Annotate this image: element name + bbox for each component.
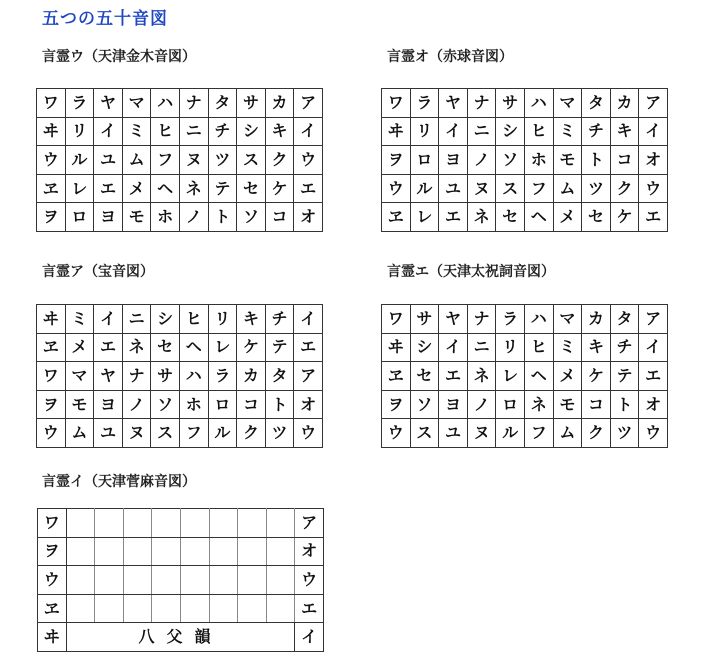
kana-cell: ソ: [151, 390, 180, 419]
empty-cell: [95, 594, 124, 623]
kana-cell: タ: [582, 89, 611, 118]
kana-cell: レ: [65, 174, 94, 203]
kana-cell: ル: [496, 419, 525, 448]
kana-cell: ラ: [410, 89, 439, 118]
grid-row: [38, 623, 324, 652]
empty-cell: [238, 537, 267, 566]
kana-cell: シ: [410, 333, 439, 362]
grid-row: [37, 174, 323, 203]
kana-cell: エ: [94, 333, 123, 362]
kana-cell: ネ: [467, 203, 496, 232]
empty-cell: [152, 594, 181, 623]
kana-cell: エ: [94, 174, 123, 203]
empty-cell: [180, 537, 209, 566]
kana-cell: ケ: [610, 203, 639, 232]
grid-row: [382, 146, 668, 175]
empty-cell: [238, 566, 267, 595]
kana-cell: キ: [237, 305, 266, 334]
kana-cell: ハ: [524, 89, 553, 118]
kana-cell: モ: [553, 390, 582, 419]
kana-cell: ス: [496, 174, 525, 203]
kana-cell: ム: [553, 174, 582, 203]
kana-cell: マ: [122, 89, 151, 118]
kana-cell: ヱ: [382, 362, 411, 391]
empty-cell: [152, 509, 181, 538]
kana-cell: メ: [553, 362, 582, 391]
kana-cell: ヤ: [439, 89, 468, 118]
kana-cell: ウ: [639, 174, 668, 203]
kana-cell: ヒ: [151, 117, 180, 146]
kana-cell: ロ: [410, 146, 439, 175]
kana-cell: メ: [553, 203, 582, 232]
kana-cell: ソ: [496, 146, 525, 175]
kana-cell: ユ: [439, 419, 468, 448]
kana-cell: ヨ: [94, 203, 123, 232]
grid-row: [37, 203, 323, 232]
kana-cell: ヨ: [439, 146, 468, 175]
kana-cell: コ: [610, 146, 639, 175]
grid-row: [382, 174, 668, 203]
kana-cell: ラ: [496, 305, 525, 334]
kana-cell: テ: [610, 362, 639, 391]
kana-cell: ロ: [65, 203, 94, 232]
kana-cell: ル: [65, 146, 94, 175]
kana-cell: オ: [639, 390, 668, 419]
kana-cell: キ: [610, 117, 639, 146]
kana-cell: ヰ: [382, 117, 411, 146]
empty-cell: [66, 594, 95, 623]
grid-row: [38, 537, 324, 566]
kana-cell: ス: [237, 146, 266, 175]
kana-cell: チ: [610, 333, 639, 362]
kana-cell: オ: [639, 146, 668, 175]
kana-cell: ハ: [179, 362, 208, 391]
kana-cell: セ: [410, 362, 439, 391]
kana-cell: チ: [208, 117, 237, 146]
kana-cell: レ: [410, 203, 439, 232]
grid-row: [382, 333, 668, 362]
kana-cell: ヤ: [94, 89, 123, 118]
kana-cell: ヒ: [524, 333, 553, 362]
kana-cell: エ: [295, 594, 324, 623]
kana-cell: ワ: [37, 362, 66, 391]
kana-cell: フ: [179, 419, 208, 448]
kana-cell: ム: [122, 146, 151, 175]
empty-cell: [266, 509, 295, 538]
kana-cell: ヌ: [122, 419, 151, 448]
kana-cell: ヲ: [382, 390, 411, 419]
kana-cell: セ: [237, 174, 266, 203]
kana-cell: イ: [639, 333, 668, 362]
kana-cell: ヱ: [37, 174, 66, 203]
kana-cell: サ: [410, 305, 439, 334]
kana-cell: ニ: [179, 117, 208, 146]
grid-row: [37, 362, 323, 391]
kana-cell: ワ: [38, 509, 67, 538]
kana-cell: ケ: [582, 362, 611, 391]
empty-cell: [180, 509, 209, 538]
kana-cell: ヤ: [439, 305, 468, 334]
kana-cell: コ: [237, 390, 266, 419]
kana-cell: レ: [496, 362, 525, 391]
kana-cell: ネ: [524, 390, 553, 419]
kana-cell: リ: [496, 333, 525, 362]
gojuon-grid-e: [381, 304, 668, 448]
kana-cell: ロ: [208, 390, 237, 419]
kana-cell: オ: [295, 537, 324, 566]
kana-cell: タ: [265, 362, 294, 391]
kana-cell: チ: [265, 305, 294, 334]
kana-cell: ナ: [122, 362, 151, 391]
kana-cell: ヘ: [151, 174, 180, 203]
kana-cell: フ: [524, 174, 553, 203]
kana-cell: イ: [94, 117, 123, 146]
kana-cell: ヌ: [467, 174, 496, 203]
kana-cell: マ: [553, 89, 582, 118]
kana-cell: ヒ: [179, 305, 208, 334]
kana-cell: エ: [439, 362, 468, 391]
empty-cell: [238, 509, 267, 538]
kana-cell: ユ: [94, 146, 123, 175]
kana-cell: ウ: [382, 174, 411, 203]
kana-cell: テ: [265, 333, 294, 362]
empty-cell: [180, 594, 209, 623]
kana-cell: フ: [524, 419, 553, 448]
grid-row: [382, 419, 668, 448]
kana-cell: ワ: [382, 89, 411, 118]
kana-cell: イ: [294, 117, 323, 146]
kana-cell: ア: [639, 89, 668, 118]
kana-cell: ウ: [639, 419, 668, 448]
kana-cell: ユ: [439, 174, 468, 203]
kana-cell: ニ: [467, 117, 496, 146]
kana-cell: イ: [439, 117, 468, 146]
kana-cell: ユ: [94, 419, 123, 448]
kana-cell: ヘ: [524, 203, 553, 232]
kana-cell: シ: [237, 117, 266, 146]
kana-cell: ヘ: [179, 333, 208, 362]
kana-cell: ト: [208, 203, 237, 232]
kana-cell: ツ: [208, 146, 237, 175]
empty-cell: [123, 509, 152, 538]
kana-cell: ク: [237, 419, 266, 448]
kana-cell: ハ: [151, 89, 180, 118]
empty-cell: [152, 566, 181, 595]
grid-row: [37, 419, 323, 448]
kana-cell: ル: [208, 419, 237, 448]
kana-cell: ツ: [582, 174, 611, 203]
kana-cell: ヰ: [38, 623, 67, 652]
kana-cell: イ: [94, 305, 123, 334]
kana-cell: ヱ: [382, 203, 411, 232]
kana-cell: エ: [439, 203, 468, 232]
father-rhymes-label: 八父韻: [66, 623, 295, 652]
kana-cell: メ: [65, 333, 94, 362]
kana-cell: リ: [410, 117, 439, 146]
kana-cell: ナ: [467, 89, 496, 118]
chart-title-u: 言霊ウ（天津金木音図）: [42, 49, 196, 65]
empty-cell: [209, 509, 238, 538]
kana-cell: モ: [122, 203, 151, 232]
kana-cell: ノ: [179, 203, 208, 232]
kana-cell: ト: [582, 146, 611, 175]
grid-row: [38, 509, 324, 538]
kana-cell: ナ: [467, 305, 496, 334]
chart-title-e: 言霊エ（天津太祝詞音図）: [387, 264, 555, 280]
kana-cell: カ: [610, 89, 639, 118]
empty-cell: [209, 594, 238, 623]
grid-row: [382, 305, 668, 334]
kana-cell: ヌ: [179, 146, 208, 175]
kana-cell: ハ: [524, 305, 553, 334]
gojuon-grid-u: [36, 88, 323, 232]
kana-cell: ヱ: [37, 333, 66, 362]
kana-cell: ナ: [179, 89, 208, 118]
kana-cell: ワ: [382, 305, 411, 334]
kana-cell: ノ: [467, 390, 496, 419]
kana-cell: エ: [294, 174, 323, 203]
grid-row: [37, 333, 323, 362]
grid-row: [382, 362, 668, 391]
kana-cell: メ: [122, 174, 151, 203]
empty-cell: [209, 537, 238, 566]
kana-cell: ア: [639, 305, 668, 334]
chart-title-o: 言霊オ（赤球音図）: [387, 49, 513, 65]
kana-cell: テ: [208, 174, 237, 203]
kana-cell: ネ: [122, 333, 151, 362]
kana-cell: ヘ: [524, 362, 553, 391]
empty-cell: [266, 537, 295, 566]
kana-cell: コ: [582, 390, 611, 419]
kana-cell: サ: [151, 362, 180, 391]
kana-cell: ワ: [37, 89, 66, 118]
kana-cell: イ: [295, 623, 324, 652]
kana-cell: ケ: [237, 333, 266, 362]
kana-cell: ト: [265, 390, 294, 419]
empty-cell: [209, 566, 238, 595]
kana-cell: ラ: [208, 362, 237, 391]
gojuon-grid-a: [36, 304, 323, 448]
empty-cell: [123, 537, 152, 566]
kana-cell: ヤ: [94, 362, 123, 391]
kana-cell: ア: [295, 509, 324, 538]
kana-cell: ツ: [610, 419, 639, 448]
kana-cell: シ: [496, 117, 525, 146]
grid-row: [37, 146, 323, 175]
kana-cell: ニ: [122, 305, 151, 334]
empty-cell: [152, 537, 181, 566]
kana-cell: ヰ: [382, 333, 411, 362]
chart-title-i: 言霊イ（天津菅麻音図）: [42, 474, 196, 490]
kana-cell: ミ: [553, 333, 582, 362]
empty-cell: [238, 594, 267, 623]
kana-cell: ネ: [179, 174, 208, 203]
kana-cell: エ: [639, 203, 668, 232]
kana-cell: カ: [582, 305, 611, 334]
kana-cell: モ: [65, 390, 94, 419]
kana-cell: ウ: [294, 419, 323, 448]
kana-cell: ニ: [467, 333, 496, 362]
kana-cell: サ: [237, 89, 266, 118]
kana-cell: カ: [237, 362, 266, 391]
kana-cell: セ: [151, 333, 180, 362]
kana-cell: イ: [294, 305, 323, 334]
kana-cell: ノ: [122, 390, 151, 419]
kana-cell: ミ: [553, 117, 582, 146]
grid-row: [38, 566, 324, 595]
grid-row: [37, 89, 323, 118]
empty-cell: [123, 566, 152, 595]
kana-cell: ソ: [410, 390, 439, 419]
grid-row: [37, 117, 323, 146]
kana-cell: ホ: [179, 390, 208, 419]
kana-cell: ウ: [38, 566, 67, 595]
kana-cell: ヌ: [467, 419, 496, 448]
grid-row: [37, 305, 323, 334]
kana-cell: レ: [208, 333, 237, 362]
kana-cell: ア: [294, 362, 323, 391]
kana-cell: カ: [265, 89, 294, 118]
kana-cell: ロ: [496, 390, 525, 419]
kana-cell: イ: [639, 117, 668, 146]
kana-cell: ス: [151, 419, 180, 448]
empty-cell: [66, 537, 95, 566]
kana-cell: ミ: [65, 305, 94, 334]
kana-cell: ヨ: [94, 390, 123, 419]
kana-cell: ム: [553, 419, 582, 448]
kana-cell: エ: [639, 362, 668, 391]
kana-cell: ト: [610, 390, 639, 419]
kana-cell: オ: [294, 203, 323, 232]
kana-cell: ク: [265, 146, 294, 175]
kana-cell: ラ: [65, 89, 94, 118]
kana-cell: ス: [410, 419, 439, 448]
kana-cell: リ: [208, 305, 237, 334]
kana-cell: ク: [582, 419, 611, 448]
kana-cell: ム: [65, 419, 94, 448]
kana-cell: マ: [553, 305, 582, 334]
kana-cell: ヰ: [37, 305, 66, 334]
kana-cell: ケ: [265, 174, 294, 203]
kana-cell: コ: [265, 203, 294, 232]
kana-cell: ヲ: [382, 146, 411, 175]
kana-cell: ホ: [524, 146, 553, 175]
kana-cell: セ: [496, 203, 525, 232]
kana-cell: ク: [610, 174, 639, 203]
kana-cell: イ: [439, 333, 468, 362]
kana-cell: サ: [496, 89, 525, 118]
kana-cell: ウ: [37, 419, 66, 448]
empty-cell: [95, 566, 124, 595]
kana-cell: キ: [265, 117, 294, 146]
kana-cell: ウ: [37, 146, 66, 175]
kana-cell: リ: [65, 117, 94, 146]
kana-cell: フ: [151, 146, 180, 175]
empty-cell: [66, 509, 95, 538]
grid-row: [382, 89, 668, 118]
kana-cell: ヲ: [37, 390, 66, 419]
empty-cell: [66, 566, 95, 595]
kana-cell: ヱ: [38, 594, 67, 623]
gojuon-grid-i: [37, 508, 324, 652]
kana-cell: タ: [610, 305, 639, 334]
kana-cell: ソ: [237, 203, 266, 232]
kana-cell: ヰ: [37, 117, 66, 146]
empty-cell: [266, 594, 295, 623]
page-title: 五つの五十音図: [42, 9, 168, 29]
kana-cell: ホ: [151, 203, 180, 232]
kana-cell: ウ: [295, 566, 324, 595]
kana-cell: ノ: [467, 146, 496, 175]
kana-cell: シ: [151, 305, 180, 334]
kana-cell: セ: [582, 203, 611, 232]
kana-cell: ヒ: [524, 117, 553, 146]
kana-cell: ル: [410, 174, 439, 203]
kana-cell: オ: [294, 390, 323, 419]
kana-cell: エ: [294, 333, 323, 362]
kana-cell: チ: [582, 117, 611, 146]
empty-cell: [95, 509, 124, 538]
kana-cell: キ: [582, 333, 611, 362]
kana-cell: マ: [65, 362, 94, 391]
kana-cell: ヲ: [38, 537, 67, 566]
kana-cell: ヲ: [37, 203, 66, 232]
kana-cell: ア: [294, 89, 323, 118]
empty-cell: [123, 594, 152, 623]
kana-cell: タ: [208, 89, 237, 118]
grid-row: [38, 594, 324, 623]
grid-row: [382, 390, 668, 419]
kana-cell: ウ: [382, 419, 411, 448]
kana-cell: ウ: [294, 146, 323, 175]
kana-cell: ミ: [122, 117, 151, 146]
gojuon-grid-o: [381, 88, 668, 232]
grid-row: [382, 203, 668, 232]
kana-cell: ヨ: [439, 390, 468, 419]
kana-cell: ツ: [265, 419, 294, 448]
kana-cell: ネ: [467, 362, 496, 391]
empty-cell: [180, 566, 209, 595]
grid-row: [37, 390, 323, 419]
kana-cell: モ: [553, 146, 582, 175]
empty-cell: [266, 566, 295, 595]
grid-row: [382, 117, 668, 146]
chart-title-a: 言霊ア（宝音図）: [42, 264, 154, 280]
empty-cell: [95, 537, 124, 566]
